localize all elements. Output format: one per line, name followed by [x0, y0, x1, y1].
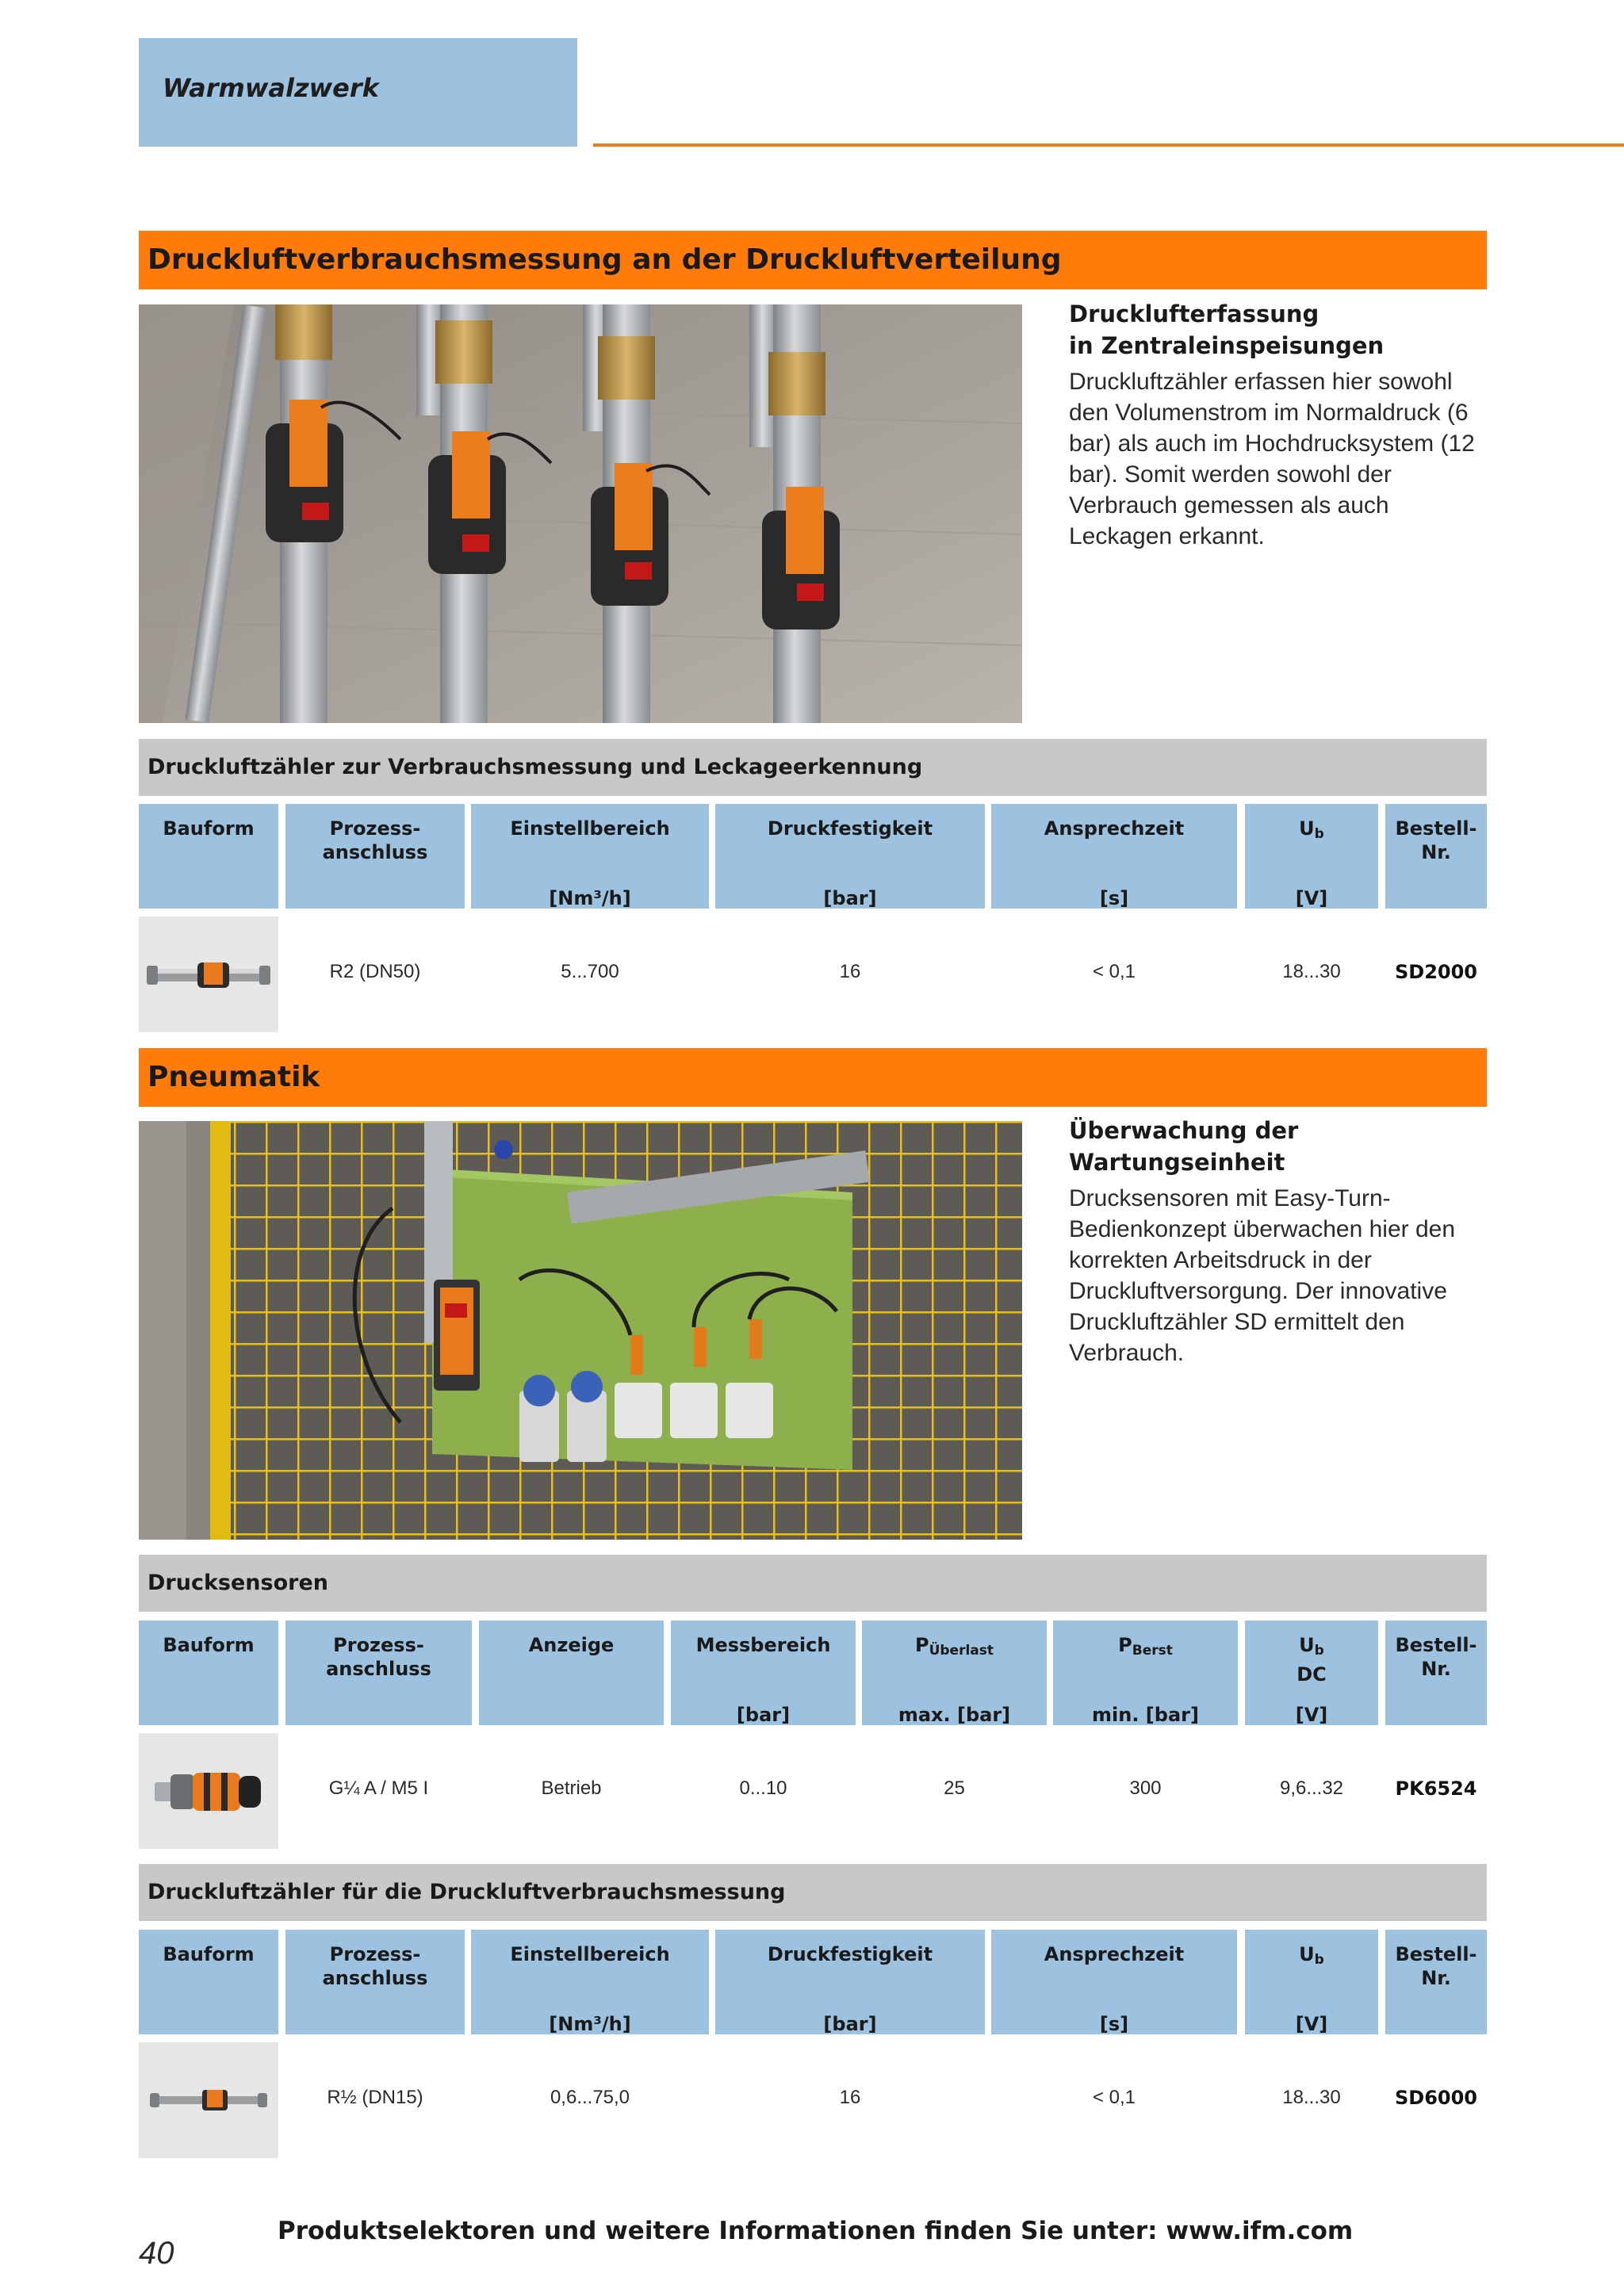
th-ub-subscript: b: [1314, 826, 1324, 842]
th-p-symbol: P: [1118, 1634, 1132, 1656]
cell-ansprechzeit: < 0,1: [1092, 961, 1136, 982]
th-prozessanschluss: [285, 1621, 472, 1725]
th-unit: max. [bar]: [898, 1704, 1011, 1726]
th-prozessanschluss: [285, 1930, 465, 2034]
th-ub-dc: DC: [1297, 1663, 1327, 1686]
th-p-subscript: Berst: [1132, 1643, 1173, 1659]
chapter-title: Warmwalzwerk: [163, 73, 379, 103]
th-label: [1053, 1633, 1238, 1663]
cell-bestellnr: PK6524: [1395, 1777, 1477, 1800]
cell-druckfestigkeit: 16: [839, 2087, 861, 2108]
th-ub: [1245, 1930, 1378, 2034]
th-einstellbereich: [471, 804, 709, 909]
cell-anzeige: Betrieb: [541, 1777, 602, 1799]
th-einstellbereich: [471, 1930, 709, 2034]
page-number: 40: [139, 2236, 174, 2271]
th-label: Bestell- Nr.: [1395, 1634, 1477, 1680]
table3-data-row: [0, 2087, 1624, 2118]
th-label: Bauform: [163, 1634, 255, 1656]
table3-title: Druckluftzähler für die Druckluftverbrauchsmessung: [147, 1880, 786, 1904]
section-title-bar: [139, 231, 1487, 289]
section1-description: [1069, 298, 1481, 552]
cell-prozessanschluss: G¼ A / M5 I: [328, 1777, 429, 1799]
header-rule: [593, 144, 1624, 147]
th-label: Prozess- anschluss: [322, 817, 428, 863]
th-druckfestigkeit: [715, 804, 985, 909]
table2-header-row: [0, 1621, 1624, 1725]
section-title: Druckluftverbrauchsmessung an der Druckluftverteilung: [147, 243, 1062, 276]
table2-title: Drucksensoren: [147, 1571, 328, 1595]
cell-ub: 9,6...32: [1279, 1777, 1344, 1799]
th-ub-subscript: b: [1314, 1952, 1324, 1968]
th-label: Anzeige: [528, 1634, 615, 1656]
cell-p-ueberlast: 25: [944, 1777, 965, 1799]
th-unit: [Nm³/h]: [549, 2013, 631, 2035]
table3-title-bar: [139, 1864, 1487, 1921]
th-label: Einstellbereich: [510, 817, 670, 840]
th-unit: [bar]: [823, 2013, 877, 2035]
th-unit: [Nm³/h]: [549, 887, 631, 909]
table1-header-row: [0, 804, 1624, 909]
table1-data-row: [0, 961, 1624, 993]
th-bauform: [139, 1621, 278, 1725]
th-druckfestigkeit: [715, 1930, 985, 2034]
th-ub: [1245, 804, 1378, 909]
th-p-ueberlast: [862, 1621, 1047, 1725]
th-label: [1245, 817, 1378, 846]
th-label: Prozess- anschluss: [322, 1943, 428, 1989]
section-title-bar: [139, 1048, 1487, 1107]
cell-prozessanschluss: R2 (DN50): [329, 961, 421, 982]
table2-data-row: [0, 1777, 1624, 1809]
cell-bestellnr: SD2000: [1394, 961, 1477, 983]
th-ansprechzeit: [991, 1930, 1237, 2034]
th-ub-subscript: b: [1314, 1643, 1324, 1659]
th-bestellnr: [1385, 1930, 1487, 2034]
th-unit: [V]: [1295, 887, 1328, 909]
th-unit: [bar]: [736, 1704, 791, 1726]
cell-druckfestigkeit: 16: [839, 961, 861, 982]
section1-heading-line2: in Zentraleinspeisungen: [1069, 332, 1385, 359]
th-label: Bestell- Nr.: [1395, 817, 1477, 863]
cell-ub: 18...30: [1282, 961, 1341, 982]
section2-description: [1069, 1115, 1481, 1368]
table1-title-bar: [139, 739, 1487, 796]
th-prozessanschluss: [285, 804, 465, 909]
th-p-subscript: Überlast: [929, 1643, 994, 1659]
th-bestellnr: [1385, 1621, 1487, 1725]
th-p-berst: [1053, 1621, 1238, 1725]
th-bauform: [139, 1930, 278, 2034]
th-p-symbol: P: [914, 1634, 929, 1656]
cell-bestellnr: SD6000: [1394, 2087, 1477, 2109]
table1-title: Druckluftzähler zur Verbrauchsmessung und Leckageerkennung: [147, 755, 923, 779]
th-ub-symbol: U: [1299, 1943, 1315, 1965]
table3-header-row: [0, 1930, 1624, 2034]
th-ub-symbol: U: [1299, 1634, 1315, 1656]
cell-einstellbereich: 5...700: [561, 961, 619, 982]
th-unit: [bar]: [823, 887, 877, 909]
cell-prozessanschluss: R½ (DN15): [327, 2087, 423, 2108]
table2-title-bar: [139, 1555, 1487, 1612]
th-unit: min. [bar]: [1092, 1704, 1199, 1726]
th-ub-symbol: U: [1299, 817, 1315, 840]
cell-einstellbereich: 0,6...75,0: [550, 2087, 630, 2108]
section1-heading-line1: Drucklufterfassung: [1069, 300, 1320, 327]
th-label: Messbereich: [695, 1634, 831, 1656]
th-unit: [s]: [1099, 2013, 1129, 2035]
th-label: Einstellbereich: [510, 1943, 670, 1965]
th-label: Bauform: [163, 1943, 255, 1965]
cell-p-berst: 300: [1129, 1777, 1162, 1799]
th-unit: [V]: [1295, 2013, 1328, 2035]
section-title: Pneumatik: [147, 1061, 320, 1093]
th-label: Prozess- anschluss: [326, 1634, 431, 1680]
th-ub-dc: [1245, 1621, 1378, 1725]
photo-compressed-air-meters: [139, 304, 1022, 723]
th-unit: [V]: [1295, 1704, 1328, 1726]
photo-maintenance-unit: [139, 1121, 1022, 1540]
th-label: [1245, 1633, 1378, 1686]
section2-body: Drucksensoren mit Easy-Turn-Bedienkonzept überwachen hier den korrekten Arbeitsdruck in der Druckluftversorgung. Der innovative Druckluftzähler SD ermittelt den Verbrauch.: [1069, 1185, 1456, 1366]
cell-messbereich: 0...10: [739, 1777, 787, 1799]
cell-ansprechzeit: < 0,1: [1092, 2087, 1136, 2108]
th-label: Bestell- Nr.: [1395, 1943, 1477, 1989]
cell-ub: 18...30: [1282, 2087, 1341, 2108]
footer-info-link: Produktselektoren und weitere Informationen finden Sie unter: www.ifm.com: [278, 2217, 1354, 2245]
section2-heading: Überwachung der Wartungseinheit: [1069, 1117, 1299, 1176]
th-messbereich: [671, 1621, 856, 1725]
th-bauform: [139, 804, 278, 909]
chapter-header: [139, 38, 577, 147]
th-label: [862, 1633, 1047, 1663]
section1-body: Druckluftzähler erfassen hier sowohl den Volumenstrom im Normaldruck (6 bar) als auch im Hochdrucksystem (12 bar). Somit werden sowohl der Verbrauch gemessen als auch Leckagen erkannt.: [1069, 369, 1475, 549]
th-label: Druckfestigkeit: [767, 817, 933, 840]
th-label: Druckfestigkeit: [767, 1943, 933, 1965]
th-anzeige: [479, 1621, 664, 1725]
th-bestellnr: [1385, 804, 1487, 909]
th-label: Ansprechzeit: [1044, 1943, 1185, 1965]
th-label: [1245, 1942, 1378, 1972]
th-label: Ansprechzeit: [1044, 817, 1185, 840]
th-ansprechzeit: [991, 804, 1237, 909]
th-unit: [s]: [1099, 887, 1129, 909]
th-label: Bauform: [163, 817, 255, 840]
